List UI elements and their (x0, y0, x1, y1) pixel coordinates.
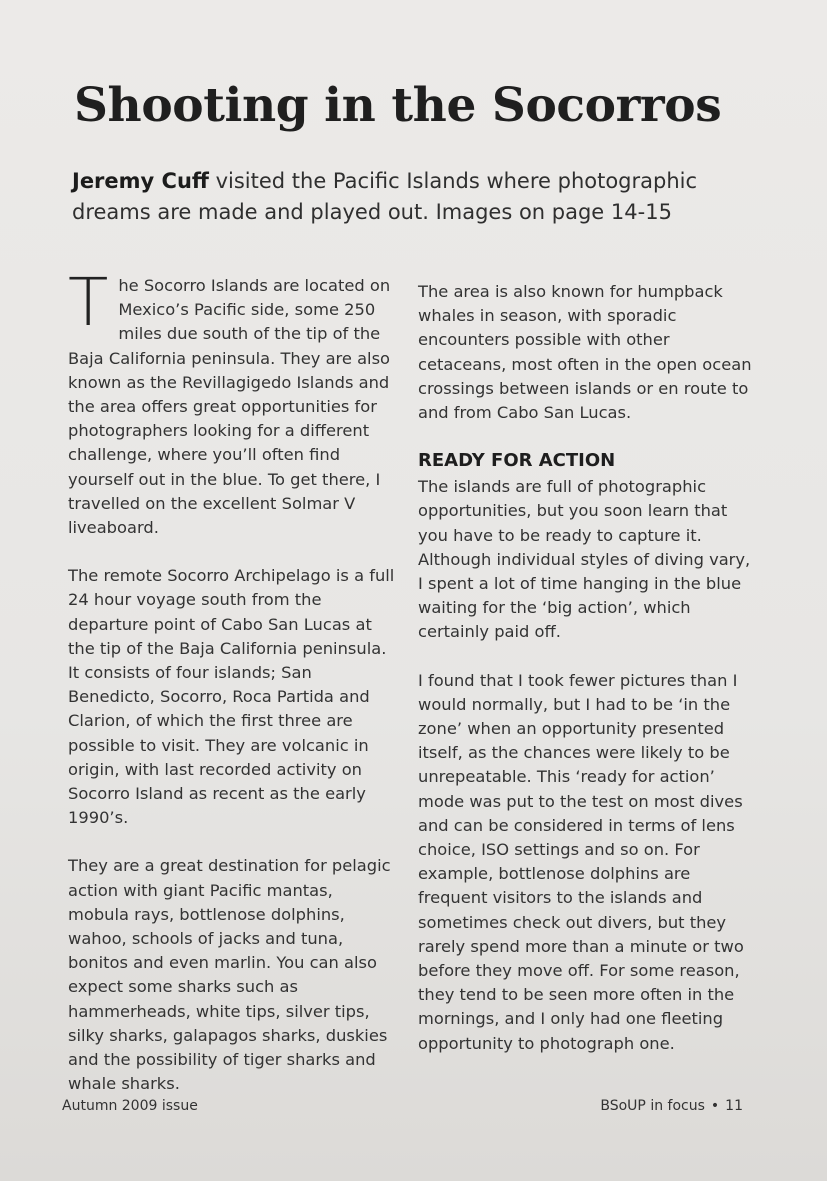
footer-publication-info (600, 1098, 743, 1114)
left-paragraph-3: They are a great destination for pelagic action with giant Pacific mantas, mobula rays, bottlenose dolphins, wahoo, schools of jacks and tuna, bonitos and even marlin. You can also expect some sharks such as hammerheads, white tips, silver tips, silky sharks, galapagos sharks, duskies and the possibility of tiger sharks and whale sharks. (68, 856, 391, 1094)
publication-name: BSoUP in focus (600, 1098, 705, 1114)
section-heading: READY FOR ACTION (418, 450, 616, 472)
article-title: Shooting in the Socorros (74, 78, 722, 133)
footer-issue: Autumn 2009 issue (62, 1098, 198, 1114)
page-number: 11 (725, 1098, 743, 1114)
right-paragraph-2: The islands are full of photographic opportunities, but you soon learn that you have to be ready to capture it. Although individual styles of diving vary, I spent a lot of time hanging in the blue waiting for the ‘big action’, which certainly paid off. (418, 477, 751, 642)
left-column (68, 264, 398, 1121)
right-column (418, 280, 753, 1080)
right-paragraph-1: The area is also known for humpback whales in season, with sporadic encounters possible with other cetaceans, most often in the open ocean crossings between islands or en route to and from Cabo San Lucas. (418, 282, 752, 423)
left-paragraph-2: The remote Socorro Archipelago is a full 24 hour voyage south from the departure point of Cabo San Lucas at the tip of the Baja California peninsula. It consists of four islands; San Benedicto, Socorro, Roca Partida and Clarion, of which the first three are possible to visit. They are volcanic in origin, with last recorded activity on Socorro Island as recent as the early 1990’s. (68, 566, 395, 828)
drop-cap: T (68, 264, 109, 341)
left-paragraph-1-text: he Socorro Islands are located on Mexico’s Pacific side, some 250 miles due south of the tip of the Baja California peninsula. They are also known as the Revillagigedo Islands and the area offers great opportunities for photographers looking for a different challenge, where you’ll often find yourself out in the blue. To get there, I travelled on the excellent Solmar V liveaboard. (68, 276, 391, 538)
standfirst-text: visited the Pacific Islands where photographic dreams are made and played out. Images on page 14-15 (72, 169, 698, 224)
bullet-separator: • (710, 1098, 720, 1114)
left-paragraph-1 (68, 264, 398, 540)
author-name: Jeremy Cuff (72, 169, 209, 193)
right-paragraph-3: I found that I took fewer pictures than I would normally, but I had to be ‘in the zone’ when an opportunity presented itself, as the chances were likely to be unrepeatable. This ‘ready for action’ mode was put to the test on most dives and can be considered in terms of lens choice, ISO settings and so on. For example, bottlenose dolphins are frequent visitors to the islands and sometimes check out divers, but they rarely spend more than a minute or two before they move off. For some reason, they tend to be seen more often in the mornings, and I only had one fleeting opportunity to photograph one. (418, 670, 744, 1053)
article-standfirst (72, 166, 752, 228)
